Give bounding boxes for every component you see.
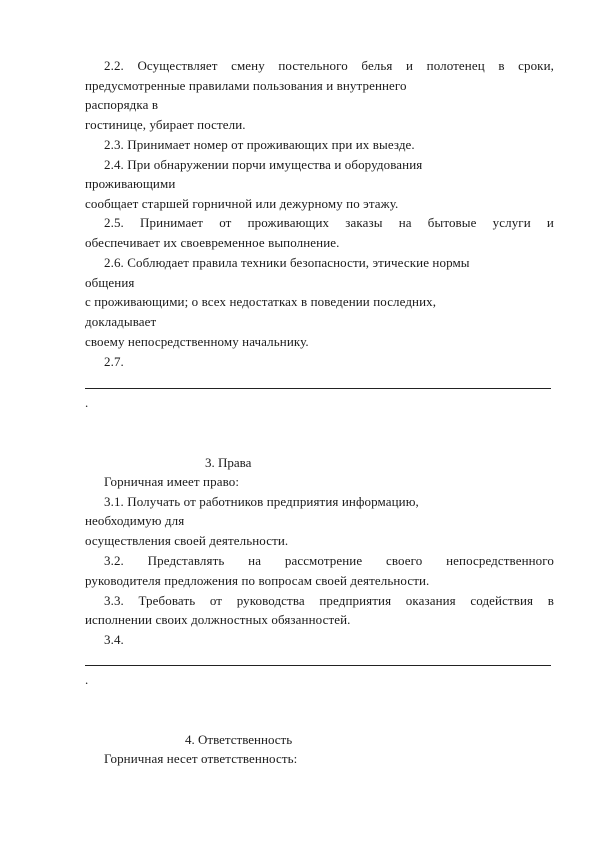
clause-2-2-line-2: предусмотренные правилами пользования и внутреннего bbox=[85, 78, 407, 93]
clause-2-3: 2.3. Принимает номер от проживающих при их выезде. bbox=[104, 137, 415, 152]
end-dot: . bbox=[85, 395, 89, 410]
clause-2-4-line-1: 2.4. При обнаружении порчи имущества и оборудования bbox=[104, 157, 423, 172]
clause-3-3-line-2: исполнении своих должностных обязанностей. bbox=[85, 612, 351, 627]
clause-2-6-line-2: общения bbox=[85, 275, 135, 290]
blank-fill-line bbox=[85, 388, 551, 389]
clause-2-6-line-4: докладывает bbox=[85, 314, 157, 329]
clause-2-7: 2.7. bbox=[104, 354, 124, 369]
clause-3-1-line-1: 3.1. Получать от работников предприятия информацию, bbox=[104, 494, 419, 509]
clause-2-6-line-1: 2.6. Соблюдает правила техники безопасности, этические нормы bbox=[104, 255, 470, 270]
clause-2-4-line-2: проживающими bbox=[85, 176, 176, 191]
clause-3-1-line-2: необходимую для bbox=[85, 513, 185, 528]
clause-3-4: 3.4. bbox=[104, 632, 124, 647]
clause-3-2-line-2: руководителя предложения по вопросам своей деятельности. bbox=[85, 573, 430, 588]
clause-3-2-line-1: 3.2. Представлять на рассмотрение своего непосредственного bbox=[104, 553, 554, 568]
section-3-title: 3. Права bbox=[205, 455, 252, 470]
clause-2-4-line-3: сообщает старшей горничной или дежурному по этажу. bbox=[85, 196, 399, 211]
section-3-intro: Горничная имеет право: bbox=[104, 474, 240, 489]
clause-3-1-line-3: осуществления своей деятельности. bbox=[85, 533, 289, 548]
clause-2-6-line-5: своему непосредственному начальнику. bbox=[85, 334, 309, 349]
blank-fill-line bbox=[85, 665, 551, 666]
section-4-intro: Горничная несет ответственность: bbox=[104, 751, 298, 766]
clause-2-2-line-4: гостинице, убирает постели. bbox=[85, 117, 246, 132]
clause-2-5-line-1: 2.5. Принимает от проживающих заказы на бытовые услуги и bbox=[104, 215, 554, 230]
section-4-title: 4. Ответственность bbox=[185, 732, 293, 747]
clause-2-2-line-3: распорядка в bbox=[85, 97, 159, 112]
clause-2-2-line-1: 2.2. Осуществляет смену постельного белья и полотенец в сроки, bbox=[104, 58, 554, 73]
clause-2-5-line-2: обеспечивает их своевременное выполнение. bbox=[85, 235, 340, 250]
end-dot: . bbox=[85, 672, 89, 687]
clause-3-3-line-1: 3.3. Требовать от руководства предприятия оказания содействия в bbox=[104, 593, 554, 608]
clause-2-6-line-3: с проживающими; о всех недостатках в поведении последних, bbox=[85, 294, 437, 309]
